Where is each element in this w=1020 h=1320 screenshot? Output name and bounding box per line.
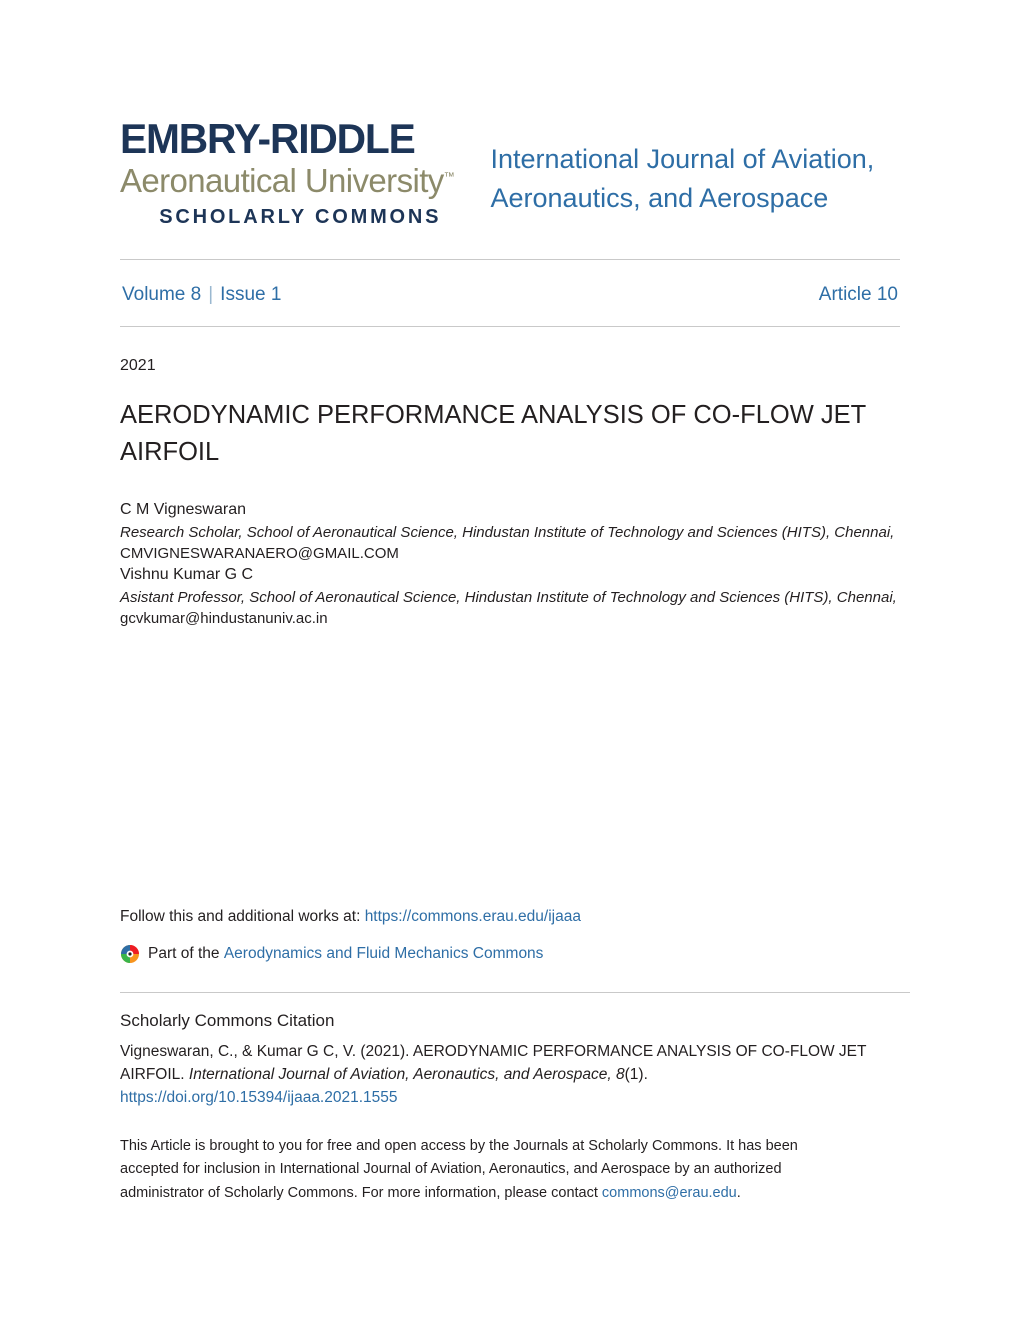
citation-journal: International Journal of Aviation, Aeronautics, and Aerospace, 8	[188, 1065, 625, 1083]
logo-primary-text: EMBRY-RIDDLE	[120, 115, 415, 162]
citation-issue: (1).	[624, 1065, 648, 1083]
footer-text-end: .	[736, 1184, 741, 1201]
follow-link[interactable]: https://commons.erau.edu/ijaaa	[364, 908, 581, 925]
doi-line-2: ijaaa.2021.1555	[287, 1089, 398, 1106]
author-email: gcvkumar@hindustanuniv.ac.in	[120, 610, 328, 628]
publication-year: 2021	[120, 356, 156, 374]
part-of-line	[120, 942, 910, 965]
citation-doi-link[interactable]	[120, 1089, 398, 1106]
footer-access-note	[120, 1135, 820, 1205]
author-affiliation	[120, 587, 900, 630]
volume-issue-row	[120, 260, 900, 306]
logo-secondary-text: Aeronautical University™	[120, 162, 455, 199]
author-affiliation-text: Asistant Professor, School of Aeronautical Science, Hindustan Institute of Technology and Sciences (HITS), Chennai,	[120, 588, 897, 606]
citation-authors: Vigneswaran, C., & Kumar G C, V. (2021). AERODYNAMIC PERFORMANCE ANALYSIS OF CO-FLOW JET AIRFOIL.	[120, 1042, 867, 1083]
author-name: C M Vigneswaran	[120, 500, 246, 518]
embry-riddle-logo	[120, 115, 491, 229]
author-list	[120, 499, 900, 630]
masthead	[120, 0, 900, 229]
article-number-label: Article 10	[818, 283, 898, 305]
author-affiliation-text: Research Scholar, School of Aeronautical Science, Hindustan Institute of Technology and Sciences (HITS), Chennai,	[120, 523, 895, 541]
trademark-symbol: ™	[443, 171, 455, 183]
journal-title-line-1: International Journal of Aviation,	[490, 144, 875, 174]
author-entry	[120, 564, 900, 629]
logo-scholarly-commons-text: SCHOLARLY COMMONS	[159, 205, 442, 228]
citation-heading: Scholarly Commons Citation	[120, 1011, 335, 1030]
follow-prefix: Follow this and additional works at:	[120, 908, 361, 925]
issue-label: Issue 1	[220, 283, 282, 305]
subject-commons-link[interactable]: Aerodynamics and Fluid Mechanics Commons	[223, 945, 544, 963]
page-title: AERODYNAMIC PERFORMANCE ANALYSIS OF CO-FLOW JET AIRFOIL	[120, 400, 866, 466]
journal-title	[491, 118, 901, 218]
divider-below-volume	[120, 326, 900, 327]
author-affiliation	[120, 522, 900, 565]
open-access-icon	[120, 944, 140, 964]
volume-issue-group	[122, 284, 281, 306]
author-entry	[120, 499, 900, 564]
follow-works-block	[120, 905, 910, 966]
citation-body	[120, 1040, 900, 1110]
contact-email-link[interactable]: commons@erau.edu	[601, 1184, 737, 1201]
author-email: CMVIGNESWARANAERO@GMAIL.COM	[120, 544, 399, 562]
follow-line	[120, 905, 910, 928]
part-of-prefix: Part of the	[148, 945, 220, 963]
journal-title-line-2: Aeronautics, and Aerospace	[490, 183, 829, 214]
scholarly-commons-citation	[120, 1008, 900, 1109]
volume-issue-separator: |	[208, 283, 214, 305]
footer-text: This Article is brought to you for free and open access by the Journals at Scholarly Commons. It has been accepted for inclusion in International Journal of Aviation, Aeronautics, and Aerospace by an authorized administrator of Scholarly Commons. For more information, please contact	[120, 1138, 798, 1201]
divider-above-citation	[120, 992, 910, 993]
volume-label: Volume 8	[122, 283, 202, 305]
doi-line-1: https://doi.org/10.15394/	[120, 1089, 288, 1106]
author-name: Vishnu Kumar G C	[120, 566, 254, 584]
